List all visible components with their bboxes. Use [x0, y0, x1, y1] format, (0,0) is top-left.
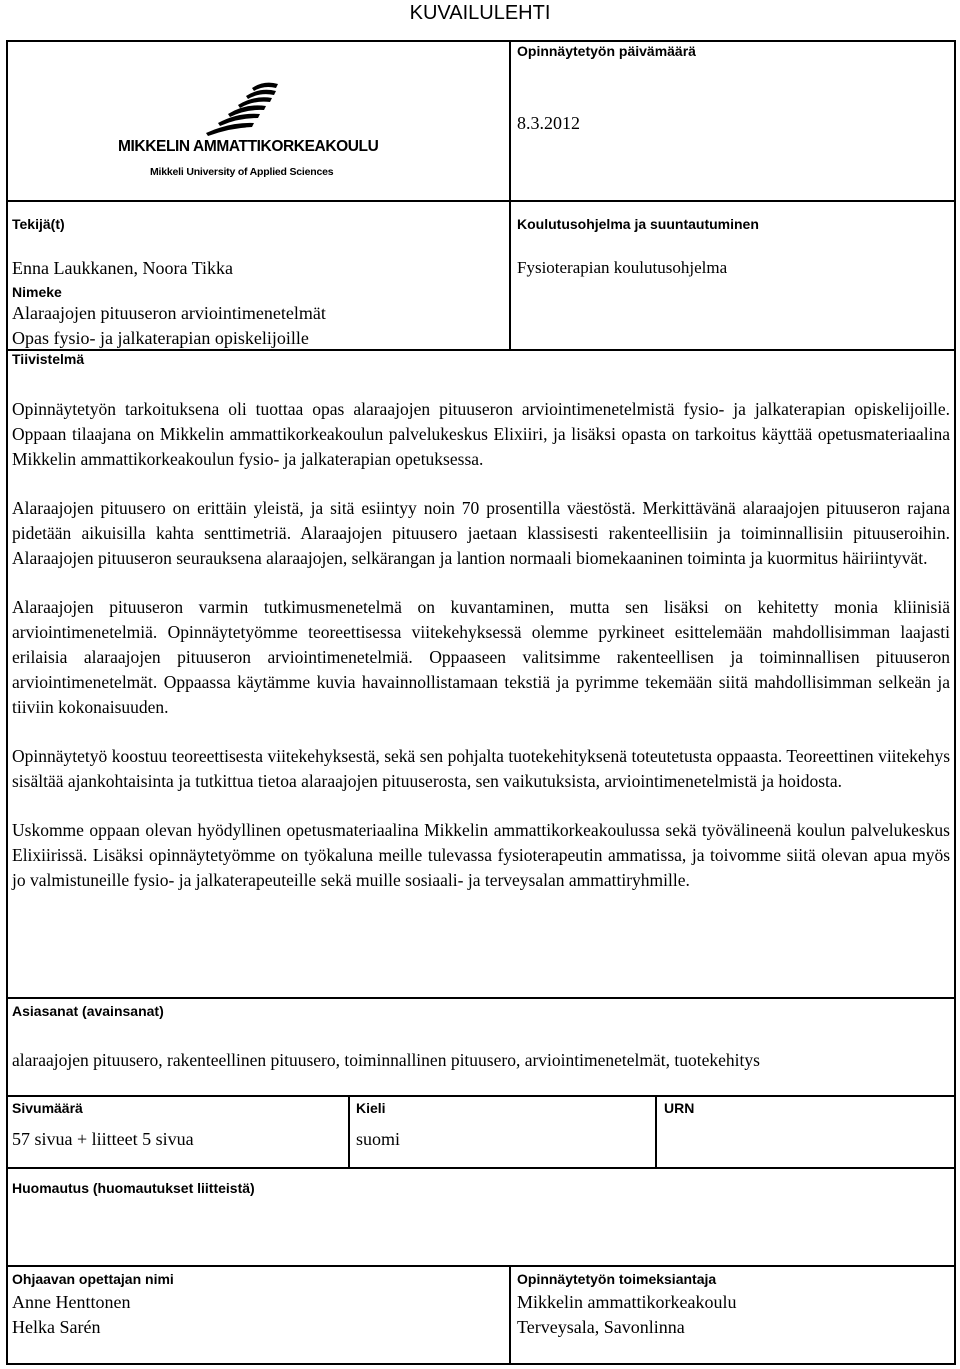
divider-bottom-vertical [509, 1265, 511, 1365]
notes-label: Huomautus (huomautukset liitteistä) [12, 1180, 255, 1196]
abstract-paragraph: Opinnäytetyön tarkoituksena oli tuottaa opas alaraajojen pituuseron arviointimenetelmistä fysio- ja jalkaterapian opiskelijoille. Oppaan tilaajana on Mikkelin ammattikorkeakoulun palvelukeskus Elixiiri, ja lisäksi opasta on tarkoitus käyttää opetusmateriaalina Mikkelin ammattikorkeakoulun fysio- ja jalkaterapian opetuksessa. [12, 399, 950, 469]
urn-label: URN [664, 1100, 695, 1116]
supervisor-label: Ohjaavan opettajan nimi [12, 1271, 174, 1287]
divider-language-urn [655, 1095, 657, 1168]
title-label: Nimeke [12, 284, 62, 300]
abstract-label: Tiivistelmä [12, 351, 85, 367]
programme-label: Koulutusohjelma ja suuntautuminen [517, 216, 759, 232]
divider-vertical-top [509, 40, 511, 350]
divider-pages-language [348, 1095, 350, 1168]
abstract-paragraph: Alaraajojen pituuseron varmin tutkimusmenetelmä on kuvantaminen, mutta sen lisäksi on kehitetty monia kliinisiä arviointimenetelmiä. Opinnäytetyömme teoreettisessa viitekehyksessä olemme pyrkineet esittelemään mahdollisimman laajasti erilaisia alaraajojen pituuseron arviointimenetelmiä. Oppaaseen valitsimme rakenteellisen ja toiminnallisen pituuseron arviointimenetelmät. Oppaassa käytämme kuvia havainnollistamaan tekstiä ja pyrimme tekemään siitä mahdollisimman selkeän ja tiiviin kokonaisuuden. [12, 597, 950, 717]
language-label: Kieli [356, 1100, 386, 1116]
supervisor-name: Helka Sarén [12, 1317, 101, 1337]
logo-wing-icon [202, 80, 280, 138]
author-value: Enna Laukkanen, Noora Tikka [12, 258, 233, 278]
page-title: KUVAILULEHTI [409, 2, 551, 24]
language-value: suomi [356, 1129, 401, 1149]
abstract-paragraph: Opinnäytetyö koostuu teoreettisesta viitekehyksestä, sekä sen pohjalta tuotekehityksenä toteutetusta oppaasta. Teoreettinen viitekehys sisältää ajankohtaisinta ja tutkittua tietoa alaraajojen pituuserosta, sen vaikutuksista, arviointimenetelmistä ja hoidosta. [12, 746, 950, 791]
divider-notes-top [6, 1167, 956, 1169]
author-label: Tekijä(t) [12, 216, 65, 232]
commissioner-label: Opinnäytetyön toimeksiantaja [517, 1271, 717, 1287]
abstract-paragraph: Uskomme oppaan olevan hyödyllinen opetusmateriaalina Mikkelin ammattikorkeakoulussa sekä työvälineenä koulun palvelukeskus Elixiirissä. Lisäksi opinnäytetyömme on työkaluna meille tulevassa fysioterapeutin ammatissa, ja toivomme siitä olevan apua myös jo valmistuneille fysio- ja jalkaterapeuteille sekä muille sosiaali- ja terveysalan ammattiryhmille. [12, 820, 950, 890]
date-value: 8.3.2012 [517, 113, 580, 133]
title-line-2: Opas fysio- ja jalkaterapian opiskelijoille [12, 328, 309, 348]
abstract-body [12, 397, 950, 917]
divider-bottom-row [6, 1265, 956, 1267]
logo-subtitle: Mikkeli University of Applied Sciences [150, 166, 334, 178]
title-line-1: Alaraajojen pituuseron arviointimenetelmät [12, 303, 326, 323]
pages-value: 57 sivua + liitteet 5 sivua [12, 1129, 194, 1149]
abstract-paragraph: Alaraajojen pituusero on erittäin yleistä, ja sitä esiintyy noin 70 prosentilla väestöstä. Merkittävänä alaraajojen pituuseron rajana pidetään aikuisilla kahta senttimetriä. Alaraajojen pituusero jaetaan klassisesti rakenteellisiin ja toiminnallisiin pituuseroihin. Alaraajojen pituuseron seurauksena alaraajojen, selkärangan ja lantion normaali biomekaaninen toiminta ja kuormitus häiriintyvät. [12, 498, 950, 568]
divider-logo-row [6, 200, 956, 202]
keywords-label: Asiasanat (avainsanat) [12, 1003, 164, 1019]
university-logo [118, 80, 379, 186]
commissioner-line: Terveysala, Savonlinna [517, 1317, 685, 1337]
logo-wordmark: MIKKELIN AMMATTIKORKEAKOULU [118, 138, 379, 155]
divider-details-top [6, 1095, 956, 1097]
divider-keywords-top [6, 997, 956, 999]
keywords-value: alaraajojen pituusero, rakenteellinen pituusero, toiminnallinen pituusero, arviointimenetelmät, tuotekehitys [12, 1050, 760, 1070]
pages-label: Sivumäärä [12, 1100, 83, 1116]
programme-value: Fysioterapian koulutusohjelma [517, 258, 728, 277]
commissioner-line: Mikkelin ammattikorkeakoulu [517, 1292, 737, 1312]
date-label: Opinnäytetyön päivämäärä [517, 43, 696, 59]
supervisor-name: Anne Henttonen [12, 1292, 131, 1312]
